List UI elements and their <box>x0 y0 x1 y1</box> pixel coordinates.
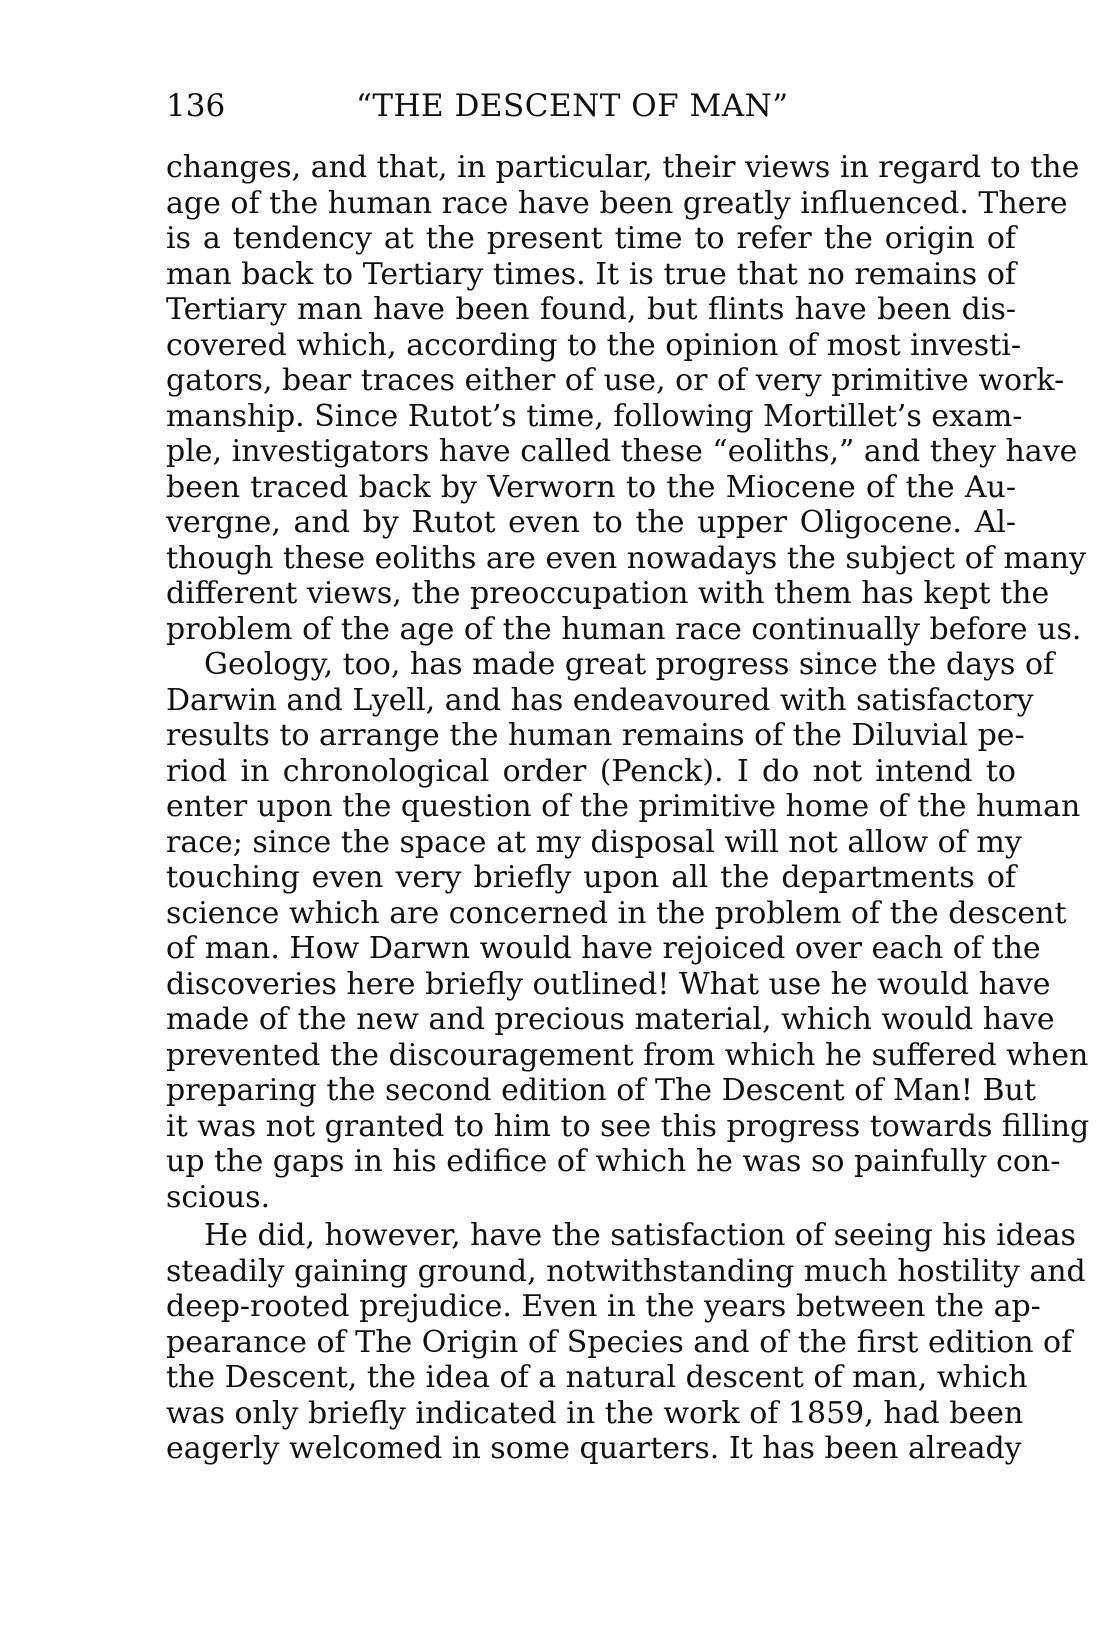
text-line: Geology, too, has made great progress since the days of <box>204 647 1055 682</box>
book-page <box>166 76 1090 1466</box>
text-line: steadily gaining ground, notwithstanding much hostility and <box>166 1253 1086 1289</box>
text-line: covered which, according to the opinion of most investi- <box>166 327 1021 363</box>
text-line: enter upon the question of the primitive home of the human <box>166 789 1081 824</box>
paragraph-2 <box>166 647 1090 1215</box>
text-line: Darwin and Lyell, and has endeavoured with satisfactory <box>166 682 1034 718</box>
body-text <box>166 150 1090 1467</box>
text-line: different views, the preoccupation with them has kept the <box>166 576 1050 611</box>
text-line: pearance of The Origin of Species and of the first edition of <box>166 1324 1073 1360</box>
text-line: manship. Since Rutot’s time, following Mortillet’s exam- <box>166 398 1023 434</box>
text-line: deep-rooted prejudice. Even in the years between the ap- <box>166 1289 1041 1324</box>
page-header <box>166 76 1016 136</box>
text-line: He did, however, have the satisfaction of seeing his ideas <box>204 1218 1076 1253</box>
text-line: touching even very briefly upon all the departments of <box>166 860 1016 895</box>
text-line: eagerly welcomed in some quarters. It has been already <box>166 1431 1022 1466</box>
text-line: vergne, and by Rutot even to the upper Oligocene. Al- <box>166 505 1016 540</box>
text-line: of man. How Darwn would have rejoiced over each of the <box>166 931 1041 966</box>
text-line: preparing the second edition of The Descent of Man! But <box>166 1073 1036 1108</box>
text-line: problem of the age of the human race continually before us. <box>166 611 1082 647</box>
page-number: 136 <box>166 88 226 124</box>
text-line: is a tendency at the present time to refer the origin of <box>166 221 1016 256</box>
text-line: age of the human race have been greatly influenced. There <box>166 185 1068 221</box>
text-line: though these eoliths are even nowadays the subject of many <box>166 540 1087 576</box>
text-line: it was not granted to him to see this progress towards filling <box>166 1108 1090 1144</box>
paragraph-1 <box>166 150 1087 647</box>
text-line: discoveries here briefly outlined! What use he would have <box>166 966 1051 1002</box>
paragraph-3 <box>166 1218 1086 1467</box>
running-title: “THE DESCENT OF MAN” <box>356 88 789 124</box>
text-line: race; since the space at my disposal will not allow of my <box>166 824 1022 860</box>
text-line: Tertiary man have been found, but flints have been dis- <box>166 292 1016 327</box>
text-line: prevented the discouragement from which he suffered when <box>166 1037 1089 1073</box>
text-line: scious. <box>166 1179 271 1215</box>
text-line: the Descent, the idea of a natural descent of man, which <box>166 1360 1028 1395</box>
text-line: changes, and that, in particular, their views in regard to the <box>166 150 1080 185</box>
text-line: results to arrange the human remains of the Diluvial pe- <box>166 718 1025 753</box>
text-line: ple, investigators have called these “eoliths,” and they have <box>166 434 1078 469</box>
text-line: made of the new and precious material, which would have <box>166 1002 1055 1037</box>
text-line: been traced back by Verworn to the Miocene of the Au- <box>166 469 1016 505</box>
text-line: science which are concerned in the problem of the descent <box>166 895 1067 931</box>
text-line: gators, bear traces either of use, or of very primitive work- <box>166 363 1065 398</box>
text-line: up the gaps in his edifice of which he was so painfully con- <box>166 1144 1061 1179</box>
text-line: was only briefly indicated in the work of 1859, had been <box>166 1395 1024 1431</box>
text-line: man back to Tertiary times. It is true that no remains of <box>166 256 1016 292</box>
text-line: riod in chronological order (Penck). I do not intend to <box>166 753 1016 789</box>
